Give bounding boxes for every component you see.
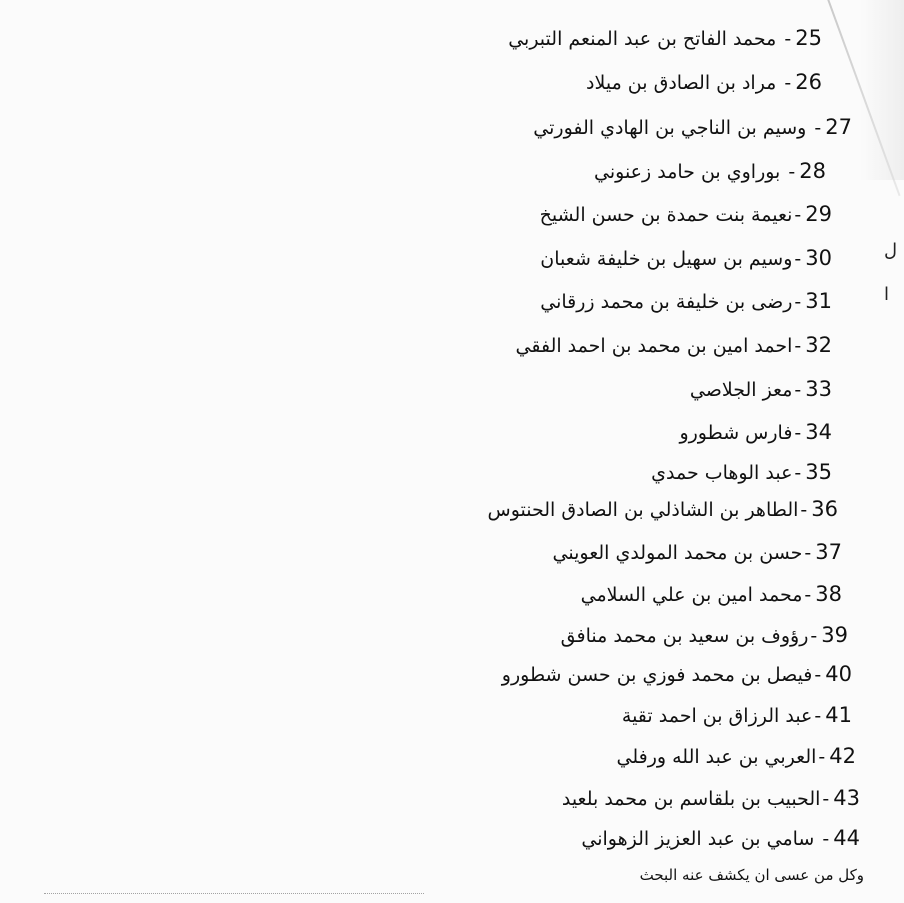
entry-separator: -: [800, 499, 808, 521]
entry-name: محمد امين بن علي السلامي: [580, 584, 803, 606]
entry-number: 30: [805, 246, 832, 270]
entry-separator: -: [794, 291, 802, 313]
entry-number: 25: [795, 26, 822, 50]
entry-separator: -: [794, 462, 802, 484]
list-item: [594, 159, 826, 184]
entry-name: فارس شطورو: [679, 422, 793, 444]
entry-name: بوراوي بن حامد زعنوني: [594, 161, 781, 183]
entry-number: 32: [805, 333, 832, 357]
entry-name: الطاهر بن الشاذلي بن الصادق الحنتوس: [487, 499, 799, 521]
list-item: [540, 289, 832, 314]
list-item: [651, 460, 832, 485]
entry-separator: -: [814, 664, 822, 686]
entry-separator: -: [816, 828, 830, 850]
entry-number: 34: [805, 420, 832, 444]
list-item: [508, 26, 822, 51]
entry-name: وسيم بن سهيل بن خليفة شعبان: [540, 248, 793, 270]
margin-mark: ا: [884, 284, 890, 305]
entry-name: حسن بن محمد المولدي العويني: [552, 542, 803, 564]
list-item: [553, 540, 842, 565]
entry-number: 31: [805, 289, 832, 313]
entry-number: 27: [825, 115, 852, 139]
entry-separator: -: [794, 379, 802, 401]
entry-name: عبد الوهاب حمدي: [651, 462, 793, 484]
entry-separator: -: [778, 28, 792, 50]
list-item: [502, 662, 852, 687]
entry-number: 40: [825, 662, 852, 686]
list-item: [516, 333, 832, 358]
entry-number: 43: [833, 786, 860, 810]
entry-name: العربي بن عبد الله ورفلي: [616, 746, 817, 768]
list-item: [540, 246, 832, 271]
entry-number: 28: [799, 159, 826, 183]
entry-number: 38: [815, 582, 842, 606]
entry-name: عبد الرزاق بن احمد تقية: [621, 705, 813, 727]
entry-name: احمد امين بن محمد بن احمد الفقي: [515, 335, 793, 357]
entry-name: وسيم بن الناجي بن الهادي الفورتي: [533, 117, 807, 139]
entry-number: 44: [833, 826, 860, 850]
entry-separator: -: [810, 625, 818, 647]
list-item: [562, 786, 860, 811]
list-item: [679, 420, 832, 445]
entry-name: فيصل بن محمد فوزي بن حسن شطورو: [501, 664, 813, 686]
entry-name: محمد الفاتح بن عبد المنعم التبربي: [508, 28, 777, 50]
entry-number: 37: [815, 540, 842, 564]
entry-separator: -: [794, 422, 802, 444]
list-item: [561, 623, 848, 648]
list-item: [586, 70, 822, 95]
list-item: [533, 115, 852, 140]
list-item: [581, 826, 860, 851]
entry-separator: -: [822, 788, 830, 810]
list-item: [488, 497, 838, 522]
entry-name: رضى بن خليفة بن محمد زرقاني: [540, 291, 793, 313]
entry-separator: -: [818, 746, 826, 768]
entry-separator: -: [808, 117, 822, 139]
list-item: [581, 582, 842, 607]
list-item: [690, 377, 832, 402]
entry-name: سامي بن عبد العزيز الزهواني: [581, 828, 815, 850]
cut-off-line: [44, 893, 424, 903]
entry-number: 29: [805, 202, 832, 226]
entry-separator: -: [804, 584, 812, 606]
entry-number: 26: [795, 70, 822, 94]
list-item: [622, 703, 852, 728]
entry-number: 41: [825, 703, 852, 727]
entry-name: معز الجلاصي: [689, 379, 793, 401]
entry-number: 42: [829, 744, 856, 768]
closing-line: وكل من عسى ان يكشف عنه البحث: [639, 866, 864, 884]
entry-name: رؤوف بن سعيد بن محمد منافق: [560, 625, 809, 647]
entry-name: نعيمة بنت حمدة بن حسن الشيخ: [539, 204, 793, 226]
entry-separator: -: [794, 335, 802, 357]
entry-separator: -: [814, 705, 822, 727]
entry-name: مراد بن الصادق بن ميلاد: [586, 72, 777, 94]
entry-number: 35: [805, 460, 832, 484]
entry-number: 36: [811, 497, 838, 521]
entry-separator: -: [782, 161, 796, 183]
entry-separator: -: [794, 204, 802, 226]
list-item: [540, 202, 832, 227]
entry-name: الحبيب بن بلقاسم بن محمد بلعيد: [561, 788, 821, 810]
entry-separator: -: [794, 248, 802, 270]
margin-mark: ل: [884, 240, 898, 261]
entry-separator: -: [778, 72, 792, 94]
list-item: [617, 744, 857, 769]
entry-number: 39: [821, 623, 848, 647]
entry-separator: -: [804, 542, 812, 564]
entry-number: 33: [805, 377, 832, 401]
